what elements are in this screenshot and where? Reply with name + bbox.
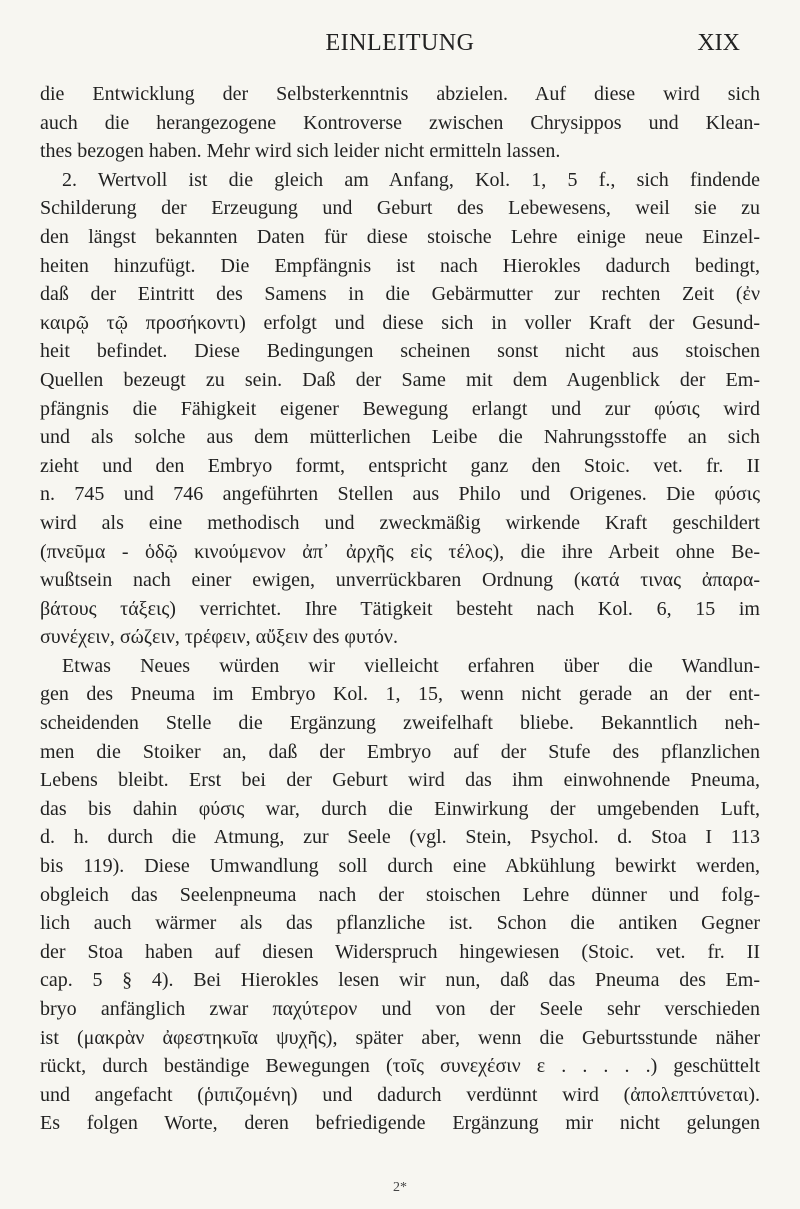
text-line: gen des Pneuma im Embryo Kol. 1, 15, wenn nicht gerade an der ent-	[40, 683, 760, 706]
text-line: und als solche aus dem mütterlichen Leibe die Nahrungsstoffe an sich	[40, 426, 760, 449]
text-line: die Entwicklung der Selbsterkenntnis abzielen. Auf diese wird sich	[40, 83, 760, 105]
text-line: heiten hinzufügt. Die Empfängnis ist nach Hierokles dadurch bedingt,	[40, 254, 760, 277]
text-line: Etwas Neues würden wir vielleicht erfahren über die Wandlun-	[62, 654, 760, 677]
text-line: rückt, durch beständige Bewegungen (τοῖς συνεχέσιν ε . . . . .) geschüttelt	[40, 1055, 760, 1078]
text-line: pfängnis die Fähigkeit eigener Bewegung erlangt und zur φύσις wird	[40, 397, 760, 420]
text-line: der Stoa haben auf diesen Widerspruch hingewiesen (Stoic. vet. fr. II	[40, 940, 760, 963]
signature-mark: 2*	[393, 1180, 407, 1195]
text-line: das bis dahin φύσις war, durch die Einwirkung der umgebenden Luft,	[40, 797, 760, 820]
text-line: zieht und den Embryo formt, entspricht ganz den Stoic. vet. fr. II	[40, 454, 760, 477]
text-line: d. h. durch die Atmung, zur Seele (vgl. Stein, Psychol. d. Stoa I 113	[40, 826, 760, 849]
text-line: den längst bekannten Daten für diese stoische Lehre einige neue Einzel-	[40, 225, 760, 248]
text-line: men die Stoiker an, daß der Embryo auf der Stufe des pflanzlichen	[40, 740, 760, 763]
text-line: heit befindet. Diese Bedingungen scheinen sonst nicht aus stoischen	[40, 340, 760, 363]
text-line: wird als eine methodisch und zweckmäßig wirkende Kraft geschildert	[40, 511, 760, 534]
text-line: lich auch wärmer als das pflanzliche ist. Schon die antiken Gegner	[40, 912, 760, 935]
page-number: XIX	[697, 30, 740, 56]
text-line: n. 745 und 746 angeführten Stellen aus Philo und Origenes. Die φύσις	[40, 483, 760, 506]
text-line: Quellen bezeugt zu sein. Daß der Same mit dem Augenblick der Em-	[40, 368, 760, 391]
text-line: ist (μακρὰν ἀφεστηκυῖα ψυχῆς), später aber, wenn die Geburtsstunde näher	[40, 1026, 760, 1049]
text-line: thes bezogen haben. Mehr wird sich leider nicht ermitteln lassen.	[40, 140, 561, 163]
running-title: EINLEITUNG	[325, 30, 475, 56]
text-line: und angefacht (ῥιπιζομένη) und dadurch verdünnt wird (ἀπολεπτύνεται).	[40, 1083, 760, 1106]
text-line: (πνεῦμα - ὁδῷ κινούμενον ἀπ᾽ ἀρχῆς εἰς τέλος), die ihre Arbeit ohne Be-	[40, 540, 760, 563]
text-line: Lebens bleibt. Erst bei der Geburt wird das ihm einwohnende Pneuma,	[40, 769, 760, 792]
text-line: daß der Eintritt des Samens in die Gebärmutter zur rechten Zeit (ἐν	[40, 283, 760, 306]
text-line: καιρῷ τῷ προσήκοντι) erfolgt und diese sich in voller Kraft der Gesund-	[40, 311, 760, 334]
text-line: 2. Wertvoll ist die gleich am Anfang, Kol. 1, 5 f., sich findende	[62, 168, 760, 191]
text-line: bryo anfänglich zwar παχύτερον und von der Seele sehr verschieden	[40, 998, 760, 1020]
text-line: cap. 5 § 4). Bei Hierokles lesen wir nun, daß das Pneuma des Em-	[40, 969, 760, 992]
running-header	[0, 30, 800, 60]
text-line: auch die herangezogene Kontroverse zwischen Chrysippos und Klean-	[40, 111, 760, 134]
text-line: Es folgen Worte, deren befriedigende Ergänzung mir nicht gelungen	[40, 1112, 760, 1135]
text-line: bis 119). Diese Umwandlung soll durch eine Abkühlung bewirkt werden,	[40, 855, 760, 878]
text-line: Schilderung der Erzeugung und Geburt des Lebewesens, weil sie zu	[40, 197, 760, 220]
text-line: συνέχειν, σώζειν, τρέφειν, αὔξειν des φυτόν.	[40, 626, 398, 649]
text-line: βάτους τάξεις) verrichtet. Ihre Tätigkeit besteht nach Kol. 6, 15 im	[40, 597, 760, 620]
text-line: wußtsein nach einer ewigen, unverrückbaren Ordnung (κατά τινας ἀπαρα-	[40, 569, 760, 592]
text-line: obgleich das Seelenpneuma nach der stoischen Lehre dünner und folg-	[40, 883, 760, 906]
body-text	[40, 80, 760, 1138]
text-line: scheidenden Stelle die Ergänzung zweifelhaft bliebe. Bekanntlich neh-	[40, 712, 760, 735]
